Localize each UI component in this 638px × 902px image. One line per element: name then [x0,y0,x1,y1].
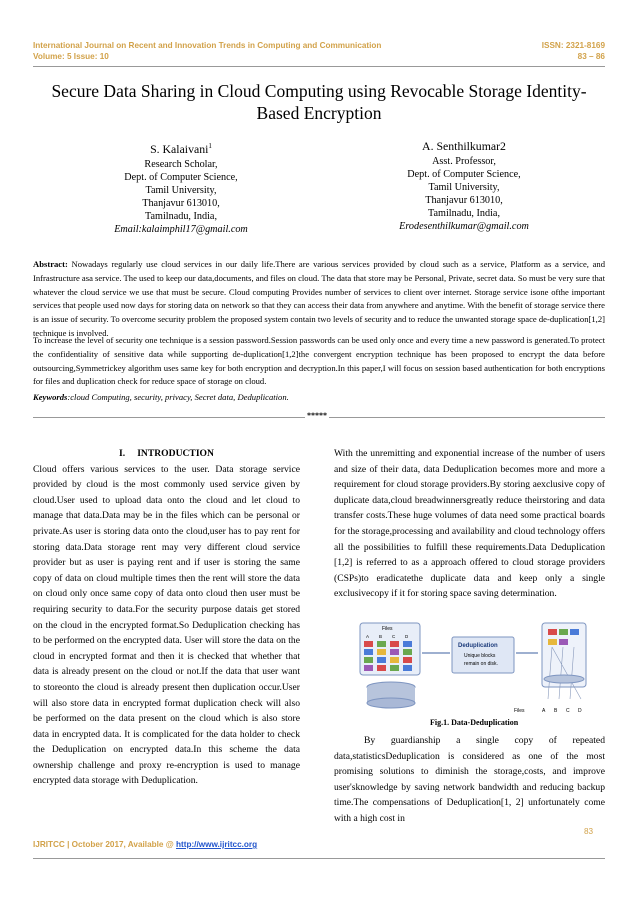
svg-text:Files: Files [514,708,525,714]
svg-text:C: C [392,634,396,639]
page-range: 83 – 86 [577,52,605,61]
author-2: A. Senthilkumar2 Asst. Professor, Dept. of Computer Science, Tamil University, Thanjavur 613010, Tamilnadu, India, Erodesenthilkumar@gmail.com [349,140,579,233]
section-heading: I. INTRODUCTION [119,448,214,459]
svg-text:B: B [379,634,383,639]
author-1: S. Kalaivani$^1$ Research Scholar, Dept. of Computer Science, Tamil University, Thanjavur 613010, Tamilnadu, India, Email:kalaimphil17@gmail.com [66,140,296,236]
deduplication-figure [356,617,592,717]
volume-issue: Volume: 5 Issue: 10 [33,52,109,61]
journal-header: International Journal on Recent and Innovation Trends in Computing and Communication [33,41,382,50]
footer-rule [33,858,605,859]
paper-title: Secure Data Sharing in Cloud Computing using Revocable Storage Identity- Based Encryption [51,81,587,123]
svg-text:B: B [554,708,558,714]
right-column-top [334,446,605,602]
svg-text:D: D [405,634,409,639]
abstract-continued: To increase the level of security one technique is a session password.Session passwords can be used only once and every time a new password is generated.To protect the confidentiality of sensitive data while supporting de-duplication[1,2]the convergent encryption technique has been proposed to encrypt the data before outsourcing,Symmetrickey algorithm uses same key for both encryption and decryption.In this paper,I will focus on session based authentication for both encryptions for files and duplication check for reduce space of storage on cloud. [33,335,605,387]
author-email: Erodesenthilkumar@gmail.com [399,221,529,232]
svg-text:C: C [566,708,570,714]
svg-text:Files: Files [382,626,393,632]
svg-text:A: A [542,708,546,714]
page-number: 83 [584,827,594,836]
right-paragraph-1: With the unremitting and exponential increase of the number of users and size of their data, data Deduplication becomes more and more a requirement for cloud storage providers.By storing aexclusive copy of duplicate data,cloud breadwinnersgreatly reduce theirstoring and data transfer costs.These huge volumes of data need some practical boards for the storage,processing and availability and cloud technology offers all the possibilities to fulfill these requirements.Data Deduplication [1,2] is referred to as a approach offered to cloud storage providers (CSPs)to eradicatethe duplicate data and keep only a single exclusivecopy if it for storing space saving determination. [334,448,605,600]
intro-paragraph: Cloud offers various services to the user. Data storage service provided by cloud is the most commonly used service given by cloud.User used to upload data onto the cloud and let cloud to manage that data.Data may be in the files which can be personal or private.As user is storing data onto the cloud,user has to pay rent for storing data.Data storage rent may very different cloud service provider but as user is paying rent and if user is storing the same copy of data on cloud multiple times then the rent will store the data on cloud only once same copy of data onto cloud then user must be requiring security to data.For the security purpose datais get stored on the cloud in the encrypted format.So Deduplication checking has to be performed on the encrypted data. User will store the data on the cloud in encrypted format and then it is checked that whether that data is already present on the cloud or not.If the data that user want to storeonto the cloud is already present then duplication occur.User will also store data in encrypted format duplication check will also be performed on the data present on the cloud which is also store data in encrypted data. It is complicated for the data holder to check the Deduplication on encrypted data.In this scheme the data ownership challenge and proxy re-encryption is used to manage encrypted data storage with Deduplication. [33,463,300,787]
right-paragraph-2: By guardianship a single copy of repeated data,statisticsDeduplication is considered as one of the most promising solutions to diminish the storage,costs, and improve user'sknowledge by saving network bandwidth and reducing backup time.The compensations of Deduplication[1, 2] unfortunately come with a high cost in [334,735,605,824]
svg-text:A: A [366,634,370,639]
author-email: Email:kalaimphil17@gmail.com [114,223,248,235]
abstract: Abstract: Nowadays regularly use cloud services in our daily life.There are various services provided by cloud such as a service, Platform as a service, and Infrastructure asa service. The used to keep our data,documents, and files on cloud. The data that store may be Personal, Private, secret data. So must be very sure that whatever the cloud service we use that must be secure. Cloud computing Provides number of services to client over internet. Storage service isone ofthe important services that people used now days for storing data on network so that they can access their data from anywhere and anytime. With the benefit of storage service there is an issue of security. To overcome security problem the proposed system contain two levels of security and to reduce the unwanted storage space de-duplication[1,2] technique is involved. [33,259,605,338]
author-name: A. Senthilkumar2 [422,139,506,153]
left-column [33,446,300,789]
right-column-bottom [334,733,605,827]
journal-link[interactable]: http://www.ijritcc.org [176,840,258,849]
issn: ISSN: 2321-8169 [541,41,605,50]
svg-text:D: D [578,708,582,714]
header-rule [33,66,605,67]
svg-text:Deduplication: Deduplication [458,643,498,649]
separator-stars: ***** [307,411,327,420]
author-name: S. Kalaivani [150,141,209,156]
figure-caption: Fig.1. Data-Deduplication [430,718,519,727]
svg-text:remain on disk.: remain on disk. [464,661,498,667]
keywords: Keywords:cloud Computing, security, privacy, Secret data, Deduplication. [33,392,289,402]
svg-text:Unique blocks: Unique blocks [464,653,496,659]
footer: IJRITCC | October 2017, Available @ http://www.ijritcc.org [33,840,258,849]
